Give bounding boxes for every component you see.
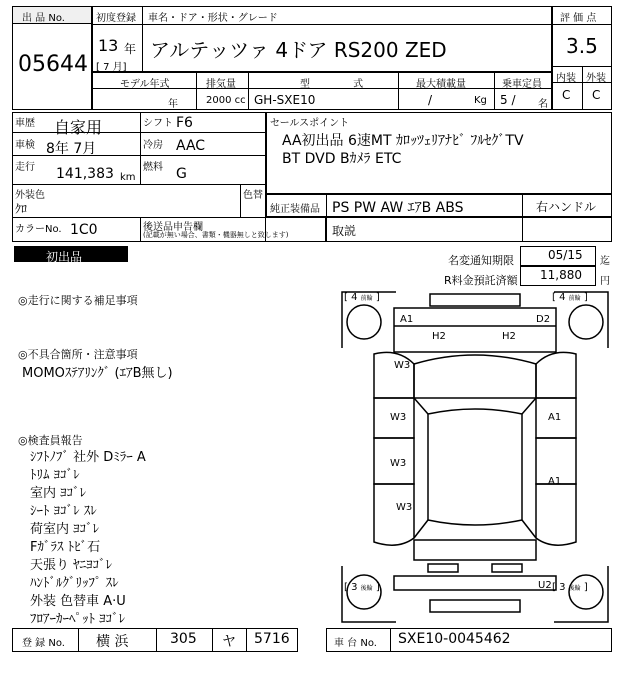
lot-number: 05644 bbox=[18, 52, 88, 77]
handle: 右ハンドル bbox=[536, 200, 597, 214]
eval-vdivider bbox=[582, 66, 583, 110]
aftermarket-label: 後送品申告欄 bbox=[143, 222, 203, 233]
mark-u2: U2 bbox=[538, 580, 552, 591]
model-year-unit: 年 bbox=[168, 99, 178, 110]
title-vdivider bbox=[142, 6, 143, 72]
displacement: 2000 cc bbox=[206, 95, 246, 106]
mark-h2-right: H2 bbox=[502, 331, 516, 342]
mileage: 141,383 bbox=[56, 166, 114, 182]
exterior-grade: C bbox=[592, 88, 601, 102]
report-line: ｼｰﾄ ﾖｺﾞﾚ ｽﾚ bbox=[30, 504, 97, 519]
max-load-unit: Kg bbox=[474, 95, 487, 106]
mark-w3-d: W3 bbox=[396, 502, 413, 513]
defect-title: ◎不具合箇所・注意事項 bbox=[18, 348, 138, 361]
capacity-unit: 名 bbox=[538, 99, 548, 110]
spec-v1 bbox=[196, 72, 197, 110]
history-label: 車歴 bbox=[15, 118, 35, 129]
shift-label: シフト bbox=[143, 118, 173, 129]
reg-v2 bbox=[156, 628, 157, 652]
car-damage-diagram bbox=[338, 288, 612, 626]
reg-kana: ヤ bbox=[222, 634, 236, 650]
first-reg-label: 初度登録 bbox=[96, 13, 136, 24]
report-line: 室内 ﾖｺﾞﾚ bbox=[30, 486, 87, 501]
spec-v4 bbox=[494, 72, 495, 110]
type-value: GH-SXE10 bbox=[254, 93, 316, 107]
ac: AAC bbox=[176, 138, 206, 154]
max-load-label: 最大積載量 bbox=[416, 79, 466, 90]
spec-v3 bbox=[398, 72, 399, 110]
report-line: ｼﾌﾄﾉﾌﾞ 社外 Dﾐﾗｰ A bbox=[30, 450, 146, 465]
chassis-label: 車 台 No. bbox=[334, 638, 377, 649]
mark-w3-b: W3 bbox=[390, 412, 407, 423]
report-line: 荷室内 ﾖｺﾞﾚ bbox=[30, 522, 100, 537]
mark-w3-a: W3 bbox=[394, 360, 411, 371]
inspector-title: ◎検査員報告 bbox=[18, 434, 83, 447]
displacement-label: 排気量 bbox=[206, 79, 236, 90]
exterior-label: 外装 bbox=[586, 73, 606, 84]
eval-label: 評 価 点 bbox=[560, 13, 597, 24]
reg-class: 305 bbox=[170, 631, 197, 647]
interior-grade: C bbox=[562, 88, 571, 102]
inspection: 8年 7月 bbox=[46, 141, 97, 157]
manual-box bbox=[326, 217, 612, 242]
corner-tr: [ 4 前輪 ] bbox=[552, 292, 588, 303]
reg-number: 5716 bbox=[254, 631, 290, 647]
equip-v1 bbox=[326, 194, 327, 217]
fuel: G bbox=[176, 166, 187, 182]
name-change-label: 名変通知期限 bbox=[448, 254, 514, 267]
det-v2 bbox=[240, 184, 241, 217]
reg-v3 bbox=[212, 628, 213, 652]
det-v1 bbox=[140, 112, 141, 184]
corner-br: [ 3 後輪 ] bbox=[552, 582, 588, 593]
reg-v4 bbox=[246, 628, 247, 652]
capacity-label: 乗車定員 bbox=[502, 79, 542, 90]
eval-score: 3.5 bbox=[566, 34, 598, 58]
name-change: 05/15 bbox=[548, 248, 583, 262]
reg-v1 bbox=[78, 628, 79, 652]
driving-title: ◎走行に関する補足事項 bbox=[18, 294, 138, 307]
spec-v2 bbox=[248, 72, 249, 110]
mark-w3-c: W3 bbox=[390, 458, 407, 469]
recycle-label: R料金預託済額 bbox=[444, 274, 518, 287]
report-line: 外装 色替車 A·U bbox=[30, 594, 126, 609]
reg-area: 横 浜 bbox=[96, 634, 129, 650]
sales-point-1: AA初出品 6速MT ｶﾛｯﾂｪﾘｱﾅﾋﾞ ﾌﾙｾｸﾞTV bbox=[282, 133, 524, 149]
year-unit: 年 bbox=[124, 42, 137, 56]
mark-h2-left: H2 bbox=[432, 331, 446, 342]
lot-label: 出 品 No. bbox=[22, 13, 65, 24]
report-line: ﾊﾝﾄﾞﾙｸﾞﾘｯﾌﾟ ｽﾚ bbox=[30, 576, 119, 591]
chassis: SXE10-0045462 bbox=[398, 631, 511, 647]
sales-point-2: BT DVD Bｶﾒﾗ ETC bbox=[282, 151, 402, 167]
report-line: 天張り ﾔﾆﾖｺﾞﾚ bbox=[30, 558, 113, 573]
capacity: 5 / bbox=[500, 93, 516, 107]
eval-divider-1 bbox=[552, 24, 612, 25]
manual: 取説 bbox=[332, 224, 357, 238]
mileage-unit: km bbox=[120, 172, 136, 183]
mark-a1-top: A1 bbox=[400, 314, 414, 325]
first-reg-month: [ 7 月] bbox=[96, 62, 127, 73]
corner-bl: [ 3 後輪 ] bbox=[344, 582, 380, 593]
color-change-label: 色替 bbox=[243, 190, 263, 201]
fuel-label: 燃料 bbox=[143, 162, 163, 173]
interior-label: 内装 bbox=[556, 73, 576, 84]
mark-a1-right-a: A1 bbox=[548, 412, 562, 423]
ext-color-label: 外装色 bbox=[15, 190, 45, 201]
equipment-label: 純正装備品 bbox=[270, 204, 320, 215]
aftermarket-note: (記載が無い場合、書類・機器無しと致します) bbox=[143, 231, 289, 239]
recycle: 11,880 bbox=[540, 268, 582, 282]
type-label: 型 式 bbox=[300, 79, 364, 90]
corner-tl: [ 4 前輪 ] bbox=[344, 292, 380, 303]
first-reg-year: 13 bbox=[98, 36, 119, 55]
first-listing: 初出品 bbox=[46, 250, 83, 264]
sales-point-label: セールスポイント bbox=[270, 118, 350, 129]
model-year-label: モデル年式 bbox=[120, 79, 170, 90]
report-line: Fｶﾞﾗｽ ﾄﾋﾞ石 bbox=[30, 540, 101, 555]
recycle-unit: 円 bbox=[600, 276, 610, 287]
ac-label: 冷房 bbox=[143, 140, 163, 151]
color-no: 1C0 bbox=[70, 222, 98, 238]
car-info-label: 車名・ドア・形状・グレード bbox=[148, 13, 278, 24]
title-divider bbox=[92, 24, 552, 25]
car-name: アルテッツァ 4ドア RS200 ZED bbox=[150, 38, 447, 62]
report-line: ﾄﾘﾑ ﾖｺﾞﾚ bbox=[30, 468, 80, 483]
shift: F6 bbox=[176, 115, 193, 131]
max-load: / bbox=[428, 93, 433, 107]
defect-1: MOMOｽﾃｱﾘﾝｸﾞ (ｴｱB無し) bbox=[22, 366, 173, 381]
manual-v bbox=[522, 217, 523, 242]
history: 自家用 bbox=[54, 118, 103, 137]
mark-d2: D2 bbox=[536, 314, 551, 325]
color-no-label: カラーNo. bbox=[15, 224, 62, 235]
det-h1 bbox=[12, 132, 266, 133]
ext-color: ｸﾛ bbox=[15, 202, 28, 216]
equipment: PS PW AW ｴｱB ABS bbox=[332, 200, 464, 216]
name-change-unit: 迄 bbox=[600, 256, 610, 267]
chassis-v bbox=[390, 628, 391, 652]
mileage-label: 走行 bbox=[15, 162, 35, 173]
det-h3 bbox=[12, 184, 266, 185]
mark-a1-right-b: A1 bbox=[548, 476, 562, 487]
report-line: ﾌﾛｱｰｶｰﾍﾟｯﾄ ﾖｺﾞﾚ bbox=[30, 612, 126, 627]
inspection-label: 車検 bbox=[15, 140, 35, 151]
reg-label: 登 録 No. bbox=[22, 638, 65, 649]
